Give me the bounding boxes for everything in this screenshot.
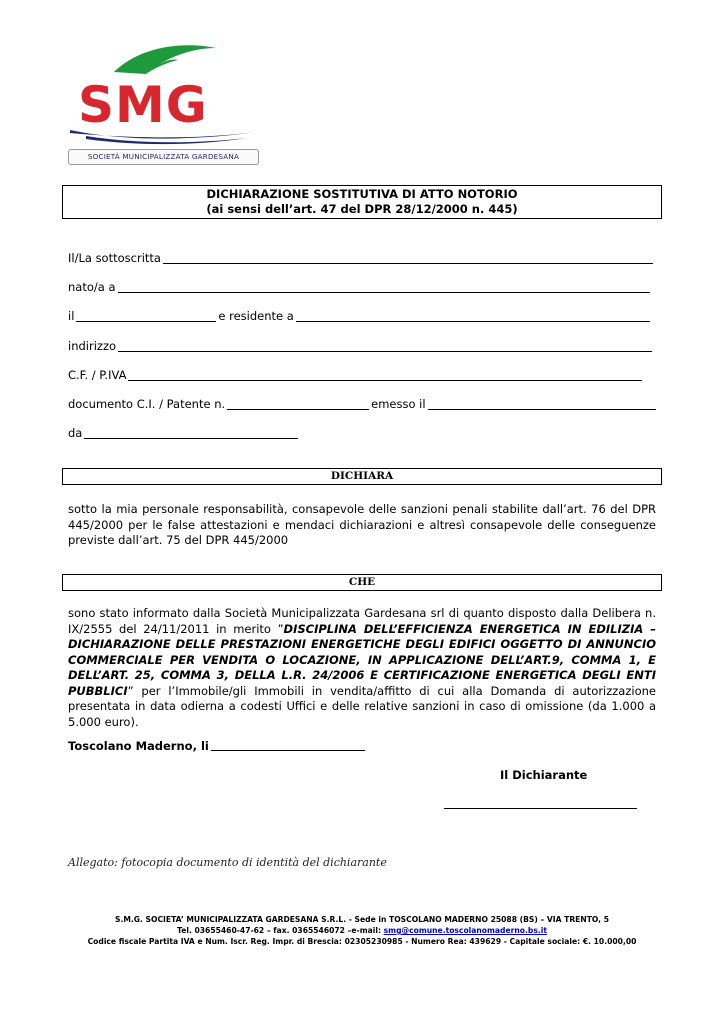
che-text-start: sono stato informato dalla Società Municipalizzata Gardesana srl di quanto disposto dalla Delibera n. IX/2555 del 24/11/2011 in merito ” xyxy=(68,606,656,636)
form-row-documento xyxy=(68,396,658,412)
footer-contacts: Tel. 03655460-47-62 – fax. 0365546072 –e-mail: xyxy=(177,926,384,935)
date-field[interactable] xyxy=(211,738,365,751)
dichiara-heading: DICHIARA xyxy=(62,468,662,485)
che-heading: CHE xyxy=(62,574,662,591)
nato-field[interactable] xyxy=(118,280,650,293)
cf-field[interactable] xyxy=(128,368,642,381)
documento-field[interactable] xyxy=(227,397,369,410)
da-field[interactable] xyxy=(84,426,298,439)
form-row-sottoscritta xyxy=(68,250,655,266)
declarant-label: Il Dichiarante xyxy=(500,768,588,782)
footer xyxy=(62,914,662,947)
sottoscritta-field[interactable] xyxy=(163,251,653,264)
form-row-da xyxy=(68,425,300,441)
form-row-nato xyxy=(68,279,652,295)
emesso-field[interactable] xyxy=(428,397,656,410)
form-row-indirizzo xyxy=(68,338,654,354)
emesso-label: emesso il xyxy=(371,397,426,411)
il-label: il xyxy=(68,309,75,323)
footer-line-2 xyxy=(62,925,662,936)
footer-line-1: S.M.G. SOCIETA’ MUNICIPALIZZATA GARDESANA S.R.L. - Sede in TOSCOLANO MADERNO 25088 (BS) – VIA TRENTO, 5 xyxy=(115,915,609,924)
logo-subtitle: SOCIETÀ MUNICIPALIZZATA GARDESANA xyxy=(68,149,259,165)
il-date-field[interactable] xyxy=(76,309,216,322)
footer-line-3: Codice fiscale Partita IVA e Num. Iscr. Reg. Impr. di Brescia: 02305230985 - Numero Rea: 439629 - Capitale sociale: €. 10.000,00 xyxy=(87,937,637,946)
che-text-bold: DISCIPLINA DELL’EFFICIENZA ENERGETICA IN EDILIZIA – DICHIARAZIONE DELLE PRESTAZIONI ENERGETICHE DEGLI EDIFICI OGGETTO DI ANNUNCIO COMMERCIALE PER VENDITA O LOCAZIONE, IN APPLICAZIONE DELL’ART.9, COMMA 1, E DELL’ART. 25, COMMA 3, DELLA L.R. 24/2006 E CERTIFICAZIONE ENERGETICA DEGLI ENTI PUBBLICI xyxy=(68,621,656,698)
dichiara-paragraph: sotto la mia personale responsabilità, consapevole delle sanzioni penali stabilite dall’art. 76 del DPR 445/2000 per le false attestazioni e mendaci dichiarazioni e altresì consapevole delle conseguenze previste dall’art. 75 del DPR 445/2000 xyxy=(68,502,656,547)
form-row-cf xyxy=(68,367,644,383)
form-row-il-residente xyxy=(68,308,652,324)
indirizzo-field[interactable] xyxy=(118,339,652,352)
da-label: da xyxy=(68,426,83,440)
sottoscritta-label: Il/La sottoscritta xyxy=(68,251,161,265)
che-text-end: ” per l’Immobile/gli Immobili in vendita/affitto di cui alla Domanda di autorizzazione presentata in data odierna a codesti Uffici e delle relative sanzioni in caso di omissione (da 1.000 a 5.000 euro). xyxy=(68,683,656,729)
smg-logo xyxy=(66,40,262,168)
document-title: DICHIARAZIONE SOSTITUTIVA DI ATTO NOTORIO xyxy=(206,187,518,201)
residente-field[interactable] xyxy=(296,309,650,322)
cf-label: C.F. / P.IVA xyxy=(68,368,127,382)
signature-place-date xyxy=(68,738,367,753)
place-label: Toscolano Maderno, li xyxy=(68,739,209,753)
che-paragraph xyxy=(68,606,656,730)
attachment-note: Allegato: fotocopia documento di identità del dichiarante xyxy=(68,856,387,869)
smg-logo-graphic xyxy=(66,40,262,148)
documento-label: documento C.I. / Patente n. xyxy=(68,397,226,411)
logo-brand-text: SMG xyxy=(78,76,208,134)
nato-label: nato/a a xyxy=(68,280,116,294)
signature-line[interactable] xyxy=(444,808,637,809)
residente-label: e residente a xyxy=(218,309,294,323)
footer-email-link[interactable]: smg@comune.toscolanomaderno.bs.it xyxy=(383,926,547,935)
document-subtitle: (ai sensi dell’art. 47 del DPR 28/12/2000 n. 445) xyxy=(206,202,518,216)
document-title-box xyxy=(62,185,662,219)
indirizzo-label: indirizzo xyxy=(68,339,117,353)
